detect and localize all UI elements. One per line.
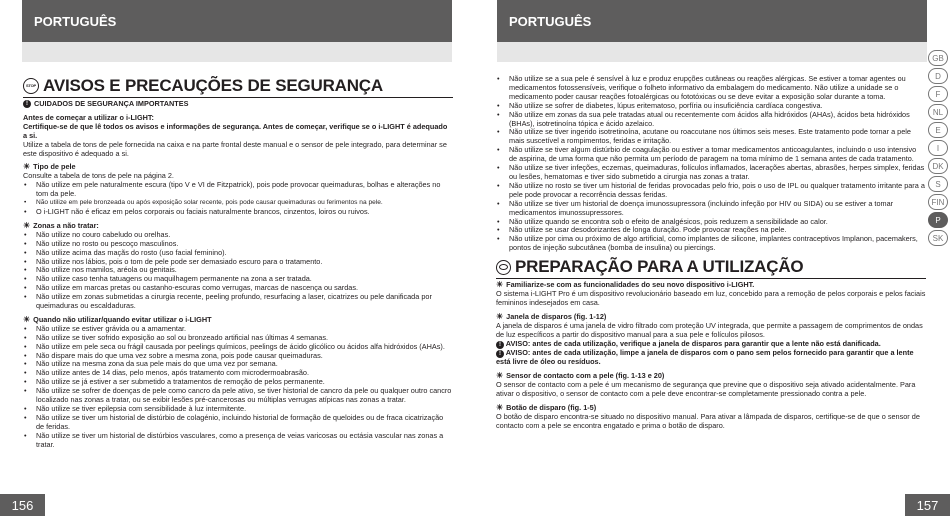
stop-icon: STOP [23, 78, 39, 94]
left-content [23, 76, 453, 450]
list-item: • Não utilize se tiver sofrido exposição ao sol ou bronzeado artificial nas últimas 4 semanas. [23, 334, 453, 343]
right-page [475, 0, 950, 520]
header-shade [497, 42, 927, 62]
list-item: • Não utilize no rosto se tiver um historial de feridas provocadas pelo frio, pois o uso de IPL ou qualquer tratamento irritante para a pele pode provocar a recorrência dessas feridas. [496, 182, 926, 200]
sun-icon: ☀ [23, 220, 31, 230]
before-use-text: Utilize a tabela de tons de pele fornecida na caixa e na parte frontal deste manual e o sensor de pele integrado, para determinar se este dispositivo é adequado a si. [23, 139, 447, 158]
list-item: • Não utilize na mesma zona da sua pele mais do que uma vez por semana. [23, 360, 453, 369]
before-use-heading: Antes de começar a utilizar o i-LIGHT: [23, 112, 154, 122]
familiarize-heading: ☀ Familiarize-se com as funcionalidades do seu novo dispositivo i-LIGHT. [496, 280, 755, 290]
trigger-heading: ☀ Botão de disparo (fig. 1-5) [496, 403, 597, 413]
list-item: • Não utilize se tiver um historial de doença imunossupressora (incluindo infeção por HIV ou SIDA) ou se estiver a tomar medicamentos imunossupressores. [496, 200, 926, 218]
list-item: • Não utilize se tiver algum distúrbio de coagulação ou estiver a tomar medicamentos anticoagulantes, incluindo o uso intensivo de aspirina, de uma forma que não permita um período de paragem na toma mínimo de 1 semana antes de cada tratamento. [496, 146, 926, 164]
list-item: • Não utilize se usar desodorizantes de longa duração. Pode provocar reações na pele. [496, 226, 926, 235]
language-tab-f[interactable]: F [928, 86, 948, 102]
language-tab-s[interactable]: S [928, 176, 948, 192]
when-list [23, 325, 453, 450]
list-item: • Não utilize em pele naturalmente escura (tipo V e VI de Fitzpatrick), pois pode provocar queimaduras, bolhas e alterações no tom da pele. [23, 181, 453, 199]
list-item: • Não utilize caso tenha tatuagens ou maquilhagem permanente na zona a ser tratada. [23, 275, 453, 284]
list-item: • Não utilize se tiver epilepsia com sensibilidade à luz intermitente. [23, 405, 453, 414]
skin-type-text: Consulte a tabela de tons de pele na página 2. [23, 171, 174, 181]
important-safety-heading: ! CUIDADOS DE SEGURANÇA IMPORTANTES [23, 100, 453, 109]
window-heading: ☀ Janela de disparos (fig. 1-12) [496, 311, 607, 321]
list-item: • Não utilize no couro cabeludo ou orelhas. [23, 231, 453, 240]
sensor-text: O sensor de contacto com a pele é um mecanismo de segurança que previne que o dispositivo seja ativado acidentalmente. Para ativar o dispositivo, o sensor de contacto com a pele deve encontrar-se completamente pressionado contra a pele. [496, 380, 916, 399]
skin-type-heading: ☀ Tipo de pele [23, 162, 76, 172]
language-header: PORTUGUÊS [497, 0, 927, 42]
zones-list [23, 231, 453, 311]
language-tab-i[interactable]: I [928, 140, 948, 156]
list-item: • Não utilize se tiver um historial de distúrbios vasculares, como a presença de veias varicosas ou ectásia vascular nas zonas a tratar. [23, 432, 453, 450]
language-tab-dk[interactable]: DK [928, 158, 948, 174]
sun-icon: ☀ [496, 371, 504, 381]
language-header: PORTUGUÊS [22, 0, 452, 42]
warning-icon: ! [496, 350, 504, 358]
section-title-preparation: PREPARAÇÃO PARA A UTILIZAÇÃO [496, 257, 926, 279]
list-item: • Não utilize em pele bronzeada ou após exposição solar recente, pois pode causar queimaduras ou ferimentos na pele. [23, 199, 453, 208]
contraindications-list [496, 75, 926, 253]
language-tab-nl[interactable]: NL [928, 104, 948, 120]
window-text: A janela de disparos é uma janela de vidro filtrado com proteção UV integrada, que permite a passagem de comprimentos de ondas de luz específicos a partir do dispositivo manual para a sua pele e folículos pilosos. [496, 320, 923, 339]
language-tab-sk[interactable]: SK [928, 230, 948, 246]
eye-icon [496, 260, 511, 275]
list-item: • Não utilize se tiver infeções, eczemas, queimaduras, folículos inflamados, lacerações abertas, abrasões, herpes simplex, feridas ou lesões, hematomas e tiver sido submetido a cirurgia nas zonas a tratar. [496, 164, 926, 182]
section-title-text: AVISOS E PRECAUÇÕES DE SEGURANÇA [43, 76, 383, 95]
skin-type-list [23, 181, 453, 217]
list-item: • Não utilize em pele seca ou frágil causada por peelings químicos, peelings de ácido glicólico ou ácidos alfa hidróxidos (AHAs). [23, 343, 453, 352]
section-title-safety [23, 76, 453, 98]
list-item: • Não utilize quando se encontra sob o efeito de analgésicos, pois reduzem a sensibilidade ao calor. [496, 218, 926, 227]
list-item: • Não utilize nos lábios, pois o tom de pele pode ser demasiado escuro para o tratamento. [23, 258, 453, 267]
trigger-text: O botão de disparo encontra-se situado no dispositivo manual. Para ativar a lâmpada de disparos, certifique-se de que o sensor de contacto com a pele se encontra engatado e prima o botão de disparo. [496, 412, 920, 430]
list-item: • Não dispare mais do que uma vez sobre a mesma zona, pois pode causar queimaduras. [23, 352, 453, 361]
page-number: 157 [905, 494, 950, 516]
familiarize-text: O sistema i-LIGHT Pro é um dispositivo revolucionário baseado em luz, concebido para a remoção de pelos corporais e pelos faciais femininos indesejados em casa. [496, 289, 926, 307]
sun-icon: ☀ [23, 314, 31, 324]
before-use-bold: Certifique-se de que lê todos os avisos e informações de segurança. Antes de começar, verifique se o i-LIGHT é adequado a si. [23, 121, 448, 140]
list-item: • Não utilize se sofrer de diabetes, lúpus eritematoso, porfíria ou insuficiência cardíaca congestiva. [496, 102, 926, 111]
language-tab-fin[interactable]: FIN [928, 194, 948, 210]
list-item: • Não utilize nos mamilos, aréola ou genitais. [23, 266, 453, 275]
when-heading: ☀ Quando não utilizar/quando evitar utilizar o i-LIGHT [23, 314, 212, 324]
header-shade [22, 42, 452, 62]
page-number: 156 [0, 494, 45, 516]
list-item: • Não utilize por cima ou próximo de algo artificial, como implantes de silicone, implantes contraceptivos Implanon, pacemakers, pontos de injeção subcutânea (bomba de insulina) ou piercings. [496, 235, 926, 253]
list-item: • O i-LIGHT não é eficaz em pelos corporais ou faciais naturalmente brancos, cinzentos, loiros ou ruivos. [23, 208, 453, 217]
list-item: • Não utilize antes de 14 dias, pelo menos, após tratamento com microdermoabrasão. [23, 369, 453, 378]
list-item: • Não utilize se estiver grávida ou a amamentar. [23, 325, 453, 334]
list-item: • Não utilize se já estiver a ser submetido a tratamentos de remoção de pelos permanente. [23, 378, 453, 387]
list-item: • Não utilize em zonas submetidas a cirurgia recente, peeling profundo, resurfacing a laser, cicatrizes ou pele danificada por queimaduras ou escaldaduras. [23, 293, 453, 311]
sensor-heading: ☀ Sensor de contacto com a pele (fig. 1-13 e 20) [496, 371, 665, 381]
list-item: • Não utilize no rosto ou pescoço masculinos. [23, 240, 453, 249]
list-item: • Não utilize se a sua pele é sensível à luz e produz erupções cutâneas ou reações alérgicas. Se estiver a tomar agentes ou medicamentos fotossensíveis, verifique o folheto informativo da embalagem do medicamento. Não utilize a unidade se o medicamento poder causar reações fotoalérgicas ou fototóxicas ou se deve evitar a exposição solar durante a toma. [496, 75, 926, 102]
language-tab-gb[interactable]: GB [928, 50, 948, 66]
list-item: • Não utilize em zonas da sua pele tratadas atual ou recentemente com ácidos alfa hidróxidos (AHAs), ácidos beta hidróxidos (BHAs), isotretinoína tópica e ácido azelaico. [496, 111, 926, 129]
list-item: • Não utilize se sofrer de doenças de pele como cancro da pele ativo, se tiver historial de cancro da pele ou qualquer outro cancro localizado nas zonas a tratar, ou se exibir lesões pré-cancerosas ou múltiplas verrugas atípicas nas zonas a tratar. [23, 387, 453, 405]
warning-icon: ! [496, 341, 504, 349]
language-tab-p[interactable]: P [928, 212, 948, 228]
notice-2: ! AVISO: antes de cada utilização, limpe a janela de disparos com o pano sem pelos fornecido para garantir que a lente está livre de óleo ou resíduos. [496, 348, 914, 367]
right-content [496, 75, 926, 431]
sun-icon: ☀ [23, 162, 31, 172]
list-item: • Não utilize em marcas pretas ou castanho-escuras como verrugas, marcas de nascença ou sardas. [23, 284, 453, 293]
zones-heading: ☀ Zonas a não tratar: [23, 220, 99, 230]
language-tab-d[interactable]: D [928, 68, 948, 84]
sun-icon: ☀ [496, 311, 504, 321]
language-tab-e[interactable]: E [928, 122, 948, 138]
list-item: • Não utilize se tiver um historial de distúrbio de colagénio, incluindo historial de formação de queloides ou de fraca cicatrização de feridas. [23, 414, 453, 432]
list-item: • Não utilize se tiver ingerido isotretinoína, acutane ou roaccutane nos últimos seis meses. Este tratamento pode tornar a pele mais suscetível a rompimentos, feridas e irritação. [496, 128, 926, 146]
sun-icon: ☀ [496, 280, 504, 290]
notice-1: ! AVISO: antes de cada utilização, verifique a janela de disparos para garantir que a lente não está danificada. [496, 340, 926, 349]
list-item: • Não utilize acima das maçãs do rosto (uso facial feminino). [23, 249, 453, 258]
warning-icon: ! [23, 100, 31, 108]
sun-icon: ☀ [496, 403, 504, 413]
language-tabs [928, 50, 948, 246]
